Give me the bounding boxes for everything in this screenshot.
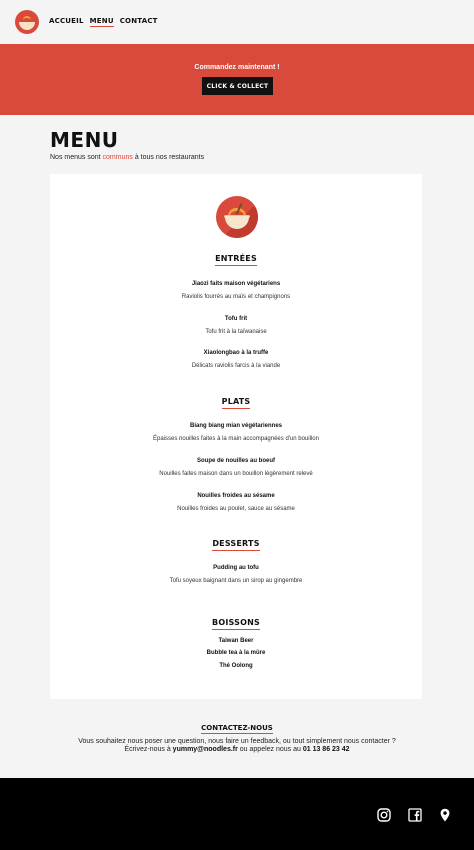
menu-item-name: Tofu frit — [224, 316, 248, 322]
noodle-bowl-icon — [216, 196, 258, 238]
menu-item-desc: Nouilles faites maison dans un bouillon légèrement relevé — [159, 471, 313, 477]
contact-email[interactable]: yummy@noodles.fr — [172, 746, 238, 753]
nav-link-accueil[interactable]: ACCUEIL — [49, 17, 84, 25]
menu-item-desc: Tofu soyeux baignant dans un sirop au gingembre — [169, 578, 303, 584]
noodle-bowl-logo-icon[interactable] — [15, 10, 39, 34]
menu-card — [50, 174, 422, 699]
menu-item-desc: Nouilles froides au poulet, sauce au sésame — [177, 506, 295, 512]
section-title-desserts: DESSERTS — [50, 539, 422, 551]
menu-item-name: Soupe de nouilles au boeuf — [196, 458, 275, 464]
click-collect-button[interactable]: CLICK & COLLECT — [202, 77, 273, 95]
menu-item-name: Pudding au tofu — [213, 565, 259, 571]
site-header — [0, 0, 474, 44]
subtitle-text-after: à tous nos restaurants — [132, 154, 205, 161]
menu-item-name: Taiwan Beer — [218, 638, 254, 644]
subtitle-accent: communs — [102, 154, 133, 161]
map-pin-icon[interactable] — [438, 808, 452, 822]
menu-item-name: Biang biang mian végétariennes — [189, 423, 283, 429]
contact-title: CONTACTEZ-NOUS — [201, 724, 273, 732]
menu-item-desc: Tofu frit à la taïwanaise — [205, 329, 267, 335]
main-nav — [49, 17, 158, 27]
page-title: MENU — [50, 128, 119, 152]
page-subtitle — [50, 154, 204, 161]
menu-item-name: Nouilles froides au sésame — [197, 493, 275, 499]
menu-item-desc: Épaisses nouilles faites à la main accompagnées d'un bouillon — [153, 436, 319, 442]
menu-item-name: Jiaozi faits maison végétariens — [191, 281, 281, 287]
contact-phone[interactable]: 01 13 86 23 42 — [302, 746, 350, 753]
instagram-icon[interactable] — [377, 808, 391, 822]
subtitle-text-before: Nos menus sont — [50, 154, 103, 161]
section-title-plats: PLATS — [50, 397, 422, 409]
contact-text-before: Écrivez-nous à — [124, 746, 173, 753]
section-title-entrees: ENTRÉES — [50, 254, 422, 266]
nav-link-contact[interactable]: CONTACT — [119, 17, 158, 25]
contact-text: Vous souhaitez nous poser une question, nous faire un feedback, ou tout simplement nous contacter ? — [78, 738, 396, 745]
menu-item-desc: Raviolis fourrés au maïs et champignons — [181, 294, 291, 300]
menu-item-name: Thé Oolong — [219, 663, 253, 669]
banner-text: Commandez maintenant ! — [194, 64, 280, 71]
nav-link-menu[interactable]: MENU — [89, 17, 114, 25]
facebook-icon[interactable] — [408, 808, 422, 822]
contact-details — [0, 746, 474, 753]
menu-item-name: Bubble tea à la mûre — [206, 650, 266, 656]
menu-item-name: Xiaolongbao à la truffe — [203, 350, 269, 356]
section-title-boissons: BOISSONS — [50, 618, 422, 630]
contact-text-middle: ou appelez nous au — [237, 746, 303, 753]
site-footer — [0, 778, 474, 850]
menu-item-desc: Délicats raviolis farcis à la viande — [191, 363, 281, 369]
